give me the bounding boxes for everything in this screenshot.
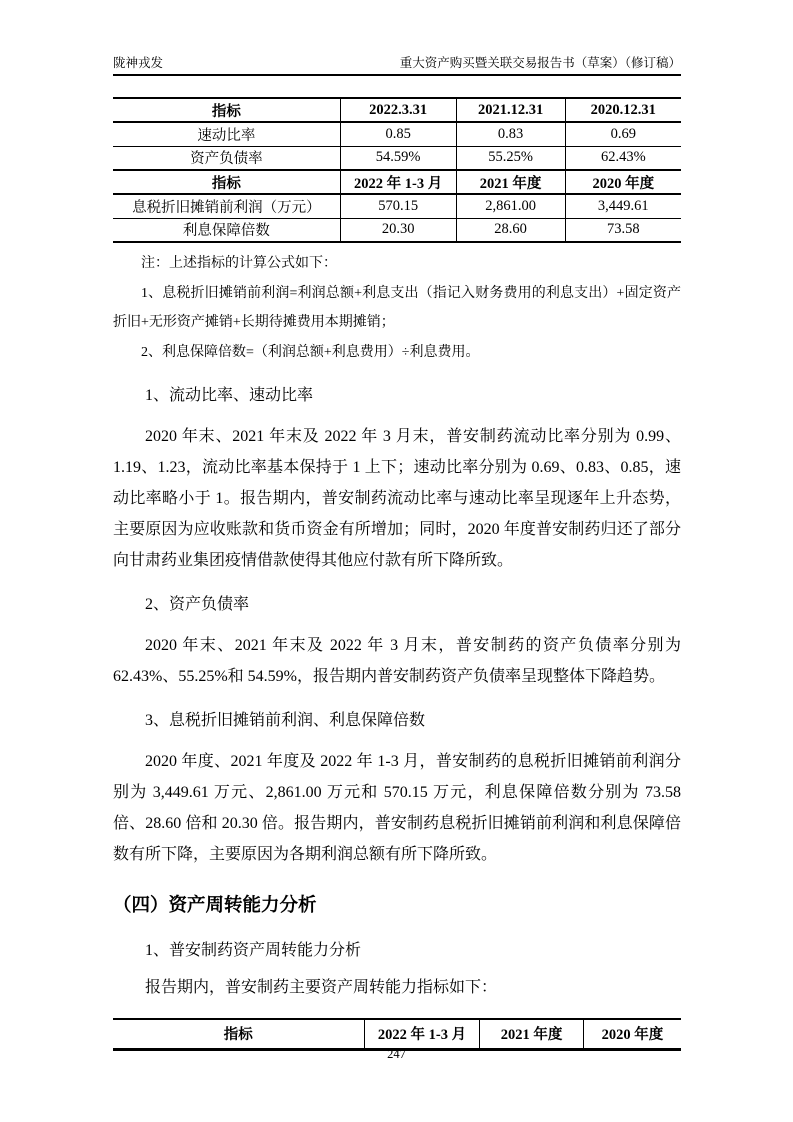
cell-value: 2,861.00 <box>456 194 565 218</box>
table-row <box>113 122 681 146</box>
cell-value: 20.30 <box>340 218 456 242</box>
table-header-row <box>113 170 681 194</box>
col-header: 2021 年度 <box>480 1019 583 1049</box>
row-label: 利息保障倍数 <box>113 218 340 242</box>
col-header: 2022 年 1-3 月 <box>364 1019 480 1049</box>
header-doc-title: 重大资产购买暨关联交易报告书（草案）（修订稿） <box>399 56 681 70</box>
note-item-1: 1、息税折旧摊销前利润=利润总额+利息支出（指记入财务费用的利息支出）+固定资产折旧+无形资产摊销+长期待摊费用本期摊销； <box>113 285 681 330</box>
col-header: 2021 年度 <box>456 170 565 194</box>
heading-current-quick-ratio: 1、流动比率、速动比率 <box>145 387 314 404</box>
subheading-puan-asset-turnover: 1、普安制药资产周转能力分析 <box>145 942 362 959</box>
row-label: 息税折旧摊销前利润（万元） <box>113 194 340 218</box>
row-label: 资产负债率 <box>113 146 340 170</box>
page-content <box>113 97 681 1051</box>
col-header: 2022.3.31 <box>340 98 456 122</box>
paragraph-current-quick-ratio: 2020 年末、2021 年末及 2022 年 3 月末，普安制药流动比率分别为 0.99、1.19、1.23，流动比率基本保持于 1 上下；速动比率分别为 0.69、0.83、0.85，速动比率略小于 1。报告期内，普安制药流动比率与速动比率呈现逐年上升态势，主要原因为应收账款和货币资金有所增加；同时，2020 年度普安制药归还了部分向甘肃药业集团疫情借款使得其他应付款有所下降所致。 <box>113 428 681 569</box>
heading-asset-turnover-analysis: （四）资产周转能力分析 <box>113 894 317 915</box>
col-header: 2020 年度 <box>565 170 681 194</box>
heading-debt-ratio: 2、资产负债率 <box>145 596 250 613</box>
table-row <box>113 146 681 170</box>
heading-ebitda-interest-coverage: 3、息税折旧摊销前利润、利息保障倍数 <box>145 712 426 729</box>
page-number: 247 <box>387 1047 406 1061</box>
running-header <box>113 0 681 76</box>
row-label: 速动比率 <box>113 122 340 146</box>
table-row <box>113 194 681 218</box>
paragraph-ebitda-interest-coverage: 2020 年度、2021 年度及 2022 年 1-3 月，普安制药的息税折旧摊销前利润分别为 3,449.61 万元、2,861.00 万元和 570.15 万元，利息保障倍数分别为 73.58 倍、28.60 倍和 20.30 倍。报告期内，普安制药息税折旧摊销前利润和利息保障倍数有所下降，主要原因为各期利润总额有所下降所致。 <box>113 753 681 863</box>
cell-value: 3,449.61 <box>565 194 681 218</box>
table-header-row <box>113 1019 681 1049</box>
note-intro: 注：上述指标的计算公式如下： <box>141 256 337 271</box>
col-header: 2020 年度 <box>601 1027 664 1044</box>
col-header: 指标 <box>113 1019 364 1049</box>
col-header: 2021.12.31 <box>456 98 565 122</box>
cell-value: 62.43% <box>565 146 681 170</box>
solvency-indicators-table <box>113 97 681 243</box>
table-notes <box>113 249 681 367</box>
col-header: 指标 <box>113 98 340 122</box>
paragraph-turnover-intro: 报告期内，普安制药主要资产周转能力指标如下： <box>145 979 498 996</box>
col-header: 指标 <box>113 170 340 194</box>
table-row <box>113 218 681 242</box>
cell-value: 73.58 <box>606 221 640 238</box>
asset-turnover-table <box>113 1018 681 1051</box>
cell-value: 570.15 <box>340 194 456 218</box>
cell-value: 0.83 <box>456 122 565 146</box>
note-item-2: 2、利息保障倍数=（利润总额+利息费用）÷利息费用。 <box>141 344 480 360</box>
cell-value: 55.25% <box>456 146 565 170</box>
table-header-row <box>113 98 681 122</box>
cell-value: 0.85 <box>340 122 456 146</box>
header-company-name: 陇神戎发 <box>113 56 164 70</box>
paragraph-debt-ratio: 2020 年末、2021 年末及 2022 年 3 月末，普安制药的资产负债率分别为 62.43%、55.25%和 54.59%，报告期内普安制药资产负债率呈现整体下降趋势。 <box>113 637 681 685</box>
cell-value: 28.60 <box>456 218 565 242</box>
cell-value: 54.59% <box>340 146 456 170</box>
col-header: 2020.12.31 <box>565 98 681 122</box>
cell-value: 0.69 <box>565 122 681 146</box>
col-header: 2022 年 1-3 月 <box>340 170 456 194</box>
